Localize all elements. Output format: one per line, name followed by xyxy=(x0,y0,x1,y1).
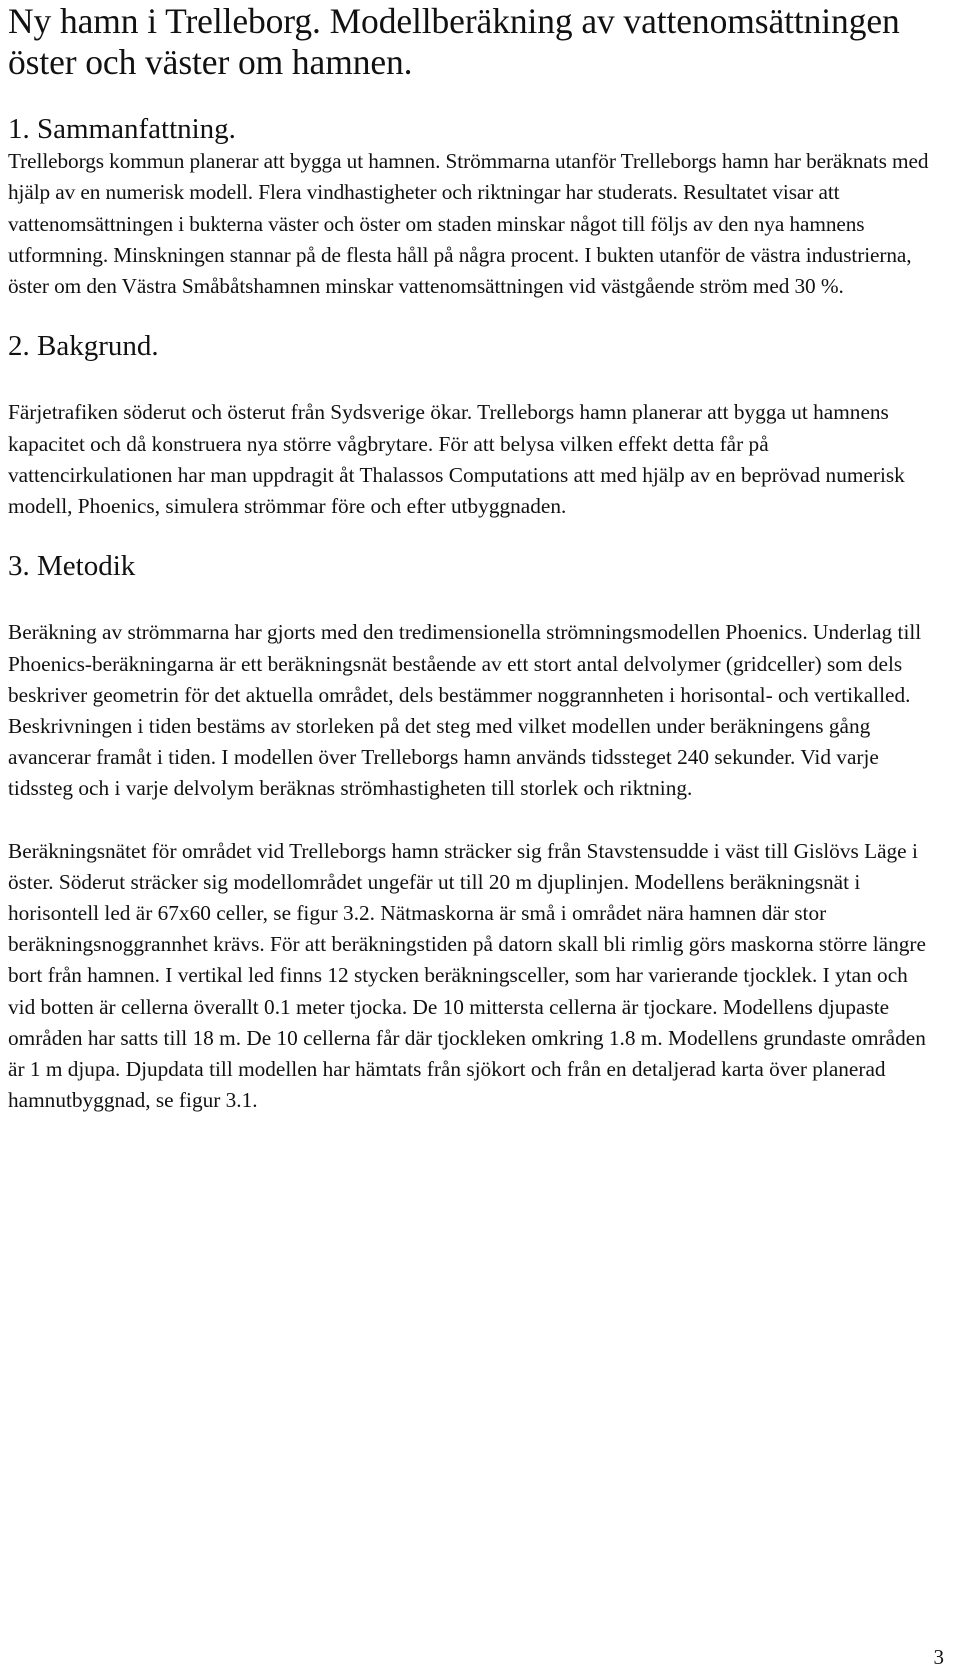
section-heading-method: 3. Metodik xyxy=(8,550,136,583)
section-heading-summary: 1. Sammanfattning. xyxy=(8,113,236,145)
background-paragraph: Färjetrafiken söderut och österut från Sydsverige ökar. Trelleborgs hamn planerar att bygga ut hamnens kapacitet och då konstruera nya större vågbrytare. För att belysa vilken effekt detta får på vattencirkulationen har man uppdragit åt Thalassos Computations att med hjälp av en beprövad numerisk modell, Phoenics, simulera strömmar före och efter utbyggnaden. xyxy=(8,400,905,519)
method-paragraph-2: Beräkningsnätet för området vid Trelleborgs hamn sträcker sig från Stavstensudde i väst till Gislövs Läge i öster. Söderut sträcker sig modellområdet ungefär ut till 20 m djuplinjen. Modellens beräkningsnät i horisontell led är 67x60 celler, se figur 3.2. Nätmaskorna är små i området nära hamnen där stor beräkningsnoggrannhet krävs. För att beräkningstiden på datorn skall bli rimlig görs maskorna större längre bort från hamnen. I vertikal led finns 12 stycken beräkningsceller, som har varierande tjocklek. I ytan och vid botten är cellerna överallt 0.1 meter tjocka. De 10 mittersta cellerna är tjockare. Modellens djupaste områden har satts till 18 m. De 10 cellerna får där tjockleken omkring 1.8 m. Modellens grundaste områden är 1 m djupa. Djupdata till modellen har hämtats från sjökort och från en detaljerad karta över planerad hamnutbyggnad, se figur 3.1. xyxy=(8,838,926,1113)
section-heading-background: 2. Bakgrund. xyxy=(8,330,159,363)
document-page xyxy=(8,0,938,1116)
summary-paragraph: Trelleborgs kommun planerar att bygga ut hamnen. Strömmarna utanför Trelleborgs hamn har beräknats med hjälp av en numerisk modell. Flera vindhastigheter och riktningar har studerats. Resultatet visar att vattenomsättningen i bukterna väster och öster om staden minskar något till följs av den nya hamnens utformning. Minskningen stannar på de flesta håll på några procent. I bukten utanför de västra industrierna, öster om den Västra Småbåtshamnen minskar vattenomsättningen vid västgående ström med 30 %. xyxy=(8,149,929,299)
method-paragraph-1: Beräkning av strömmarna har gjorts med den tredimensionella strömningsmodellen Phoenics. Underlag till Phoenics-beräkningarna är ett beräkningsnät bestående av ett stort antal delvolymer (gridceller) som dels beskriver geometrin för det aktuella området, dels bestämmer noggrannheten i horisontal- och vertikalled. Beskrivningen i tiden bestäms av storleken på det steg med vilket modellen under beräkningens gång avancerar framåt i tiden. I modellen över Trelleborgs hamn används tidssteget 240 sekunder. Vid varje tidssteg och i varje delvolym beräknas strömhastigheten till storlek och riktning. xyxy=(8,620,922,801)
page-number: 3 xyxy=(933,1645,944,1669)
document-title: Ny hamn i Trelleborg. Modellberäkning av vattenomsättningen öster och väster om hamnen. xyxy=(8,1,900,82)
